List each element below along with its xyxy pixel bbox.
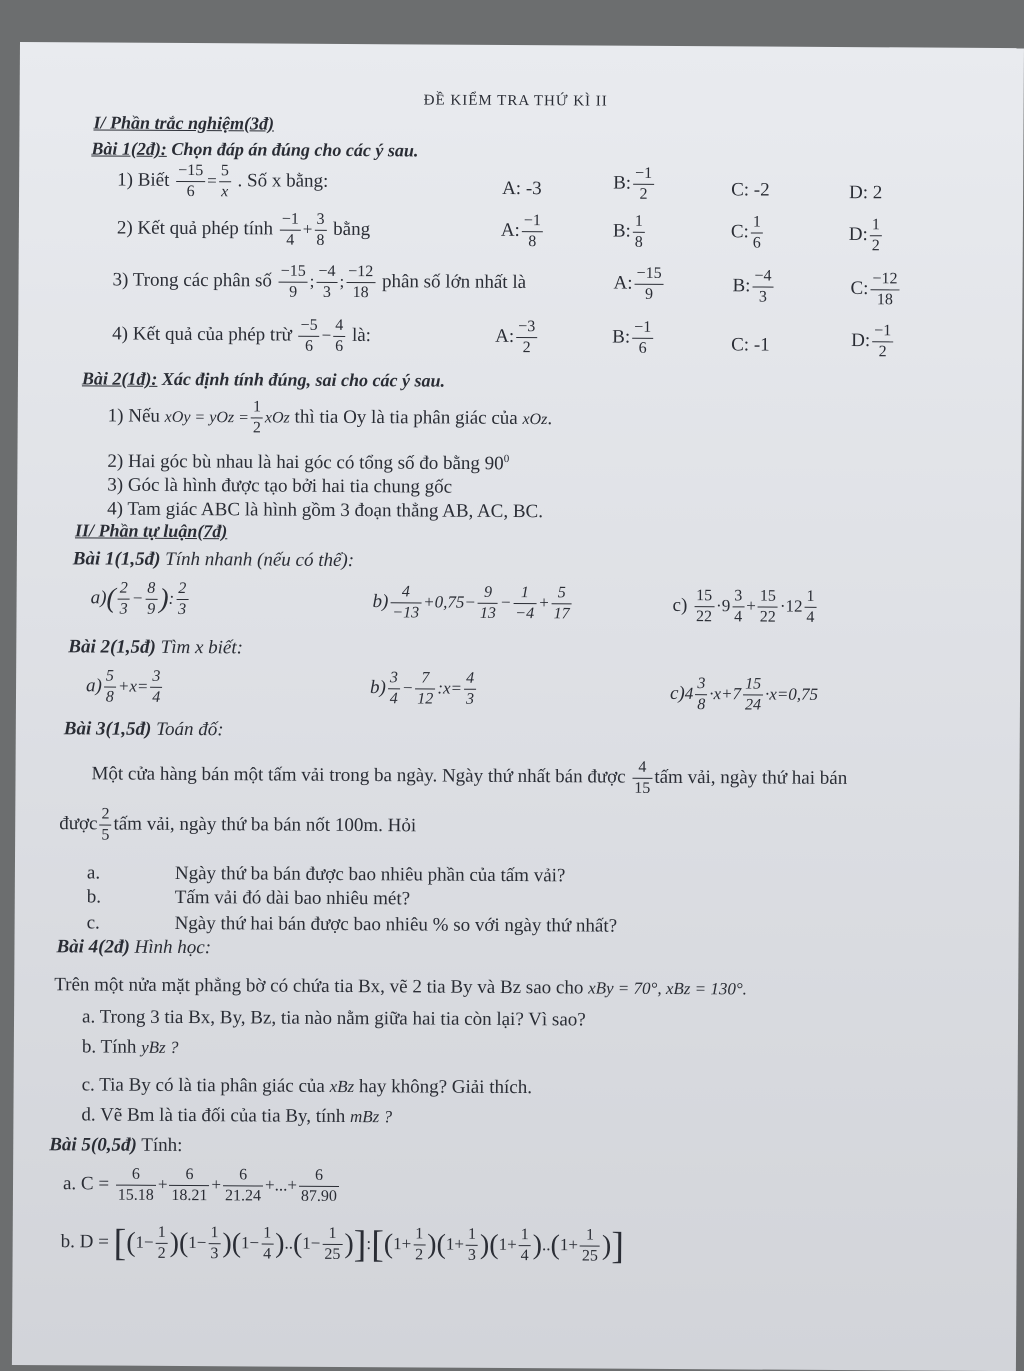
part2-heading: II/ Phần tự luận(7đ) (74, 520, 228, 542)
p2-bai5-header: Bài 5(0,5đ) Tính: (49, 1134, 183, 1157)
p1-bai1-instruction: Chọn đáp án đúng cho các ý sau. (171, 138, 419, 161)
bai5-expression-c: a. C = $\frac{6}{15.18}$ + $\frac{6}{18.21}$ + $\frac{6}{21.24}$ +...+ $\frac{6}{87.90}$ (63, 1164, 341, 1207)
bai4-statement: Trên một nửa mặt phẳng bờ có chứa tia Bx, vẽ 2 tia By và Bz sao cho xBy = 70°, xBz = 130°. (54, 974, 747, 999)
q3-option-c: C: $\frac{-12}{18}$ (850, 269, 901, 310)
bai3-item-b: Tấm vải đó dài bao nhiêu mét? (174, 886, 411, 910)
bai5-expression-d: b. D = [(1− $\frac{1}{2}$ )(1− $\frac{1}{3}$ )(1− $\frac{1}{4}$ )..(1− $\frac{1}{25}$ )]:[(1+ $\frac{1}{2}$ )(1+ $\frac{1}{3}$ )(1+ $\frac{1}{4}$ )..(1+ $\frac{1}{25}$ )] (60, 1222, 625, 1268)
bai3-item-b-key: b. (86, 886, 102, 908)
q2-option-a: A: $\frac{-1}{8}$ (501, 211, 545, 252)
p2-bai2-b: b) $\frac{3}{4}$ − $\frac{7}{12}$ :x= $\frac{4}{3}$ (370, 668, 478, 710)
exam-title: ĐỀ KIỂM TRA THỨ KÌ II (423, 92, 608, 110)
question-4: 4) Kết quả của phép trừ $\frac{-5}{6}$ − $\frac{4}{6}$ là: (112, 316, 372, 355)
p2-bai1-a: a)( $\frac{2}{3}$ − $\frac{8}{9}$ ): $\frac{2}{3}$ (90, 578, 190, 620)
q1-option-b: B: $\frac{-1}{2}$ (613, 164, 656, 205)
bai4-item-b: b. Tính yBz ? (81, 1036, 179, 1058)
q2-option-d: D: $\frac{1}{2}$ (849, 215, 884, 256)
bai4-item-d: d. Vẽ Bm là tia đối của tia By, tính mBz ? (81, 1104, 393, 1128)
q1-frac-2: $\frac{5}{x}$ (219, 161, 231, 202)
bai4-item-a: a. Trong 3 tia Bx, By, Bz, tia nào nằm giữa hai tia còn lại? Vì sao? (81, 1006, 586, 1031)
q4-option-a: A: $\frac{-3}{2}$ (495, 317, 539, 358)
bai4-item-c: c. Tia By có là tia phân giác của xBz hay không? Giải thích. (81, 1074, 533, 1099)
question-2: 2) Kết quả phép tính $\frac{-1}{4}$ + $\frac{3}{8}$ bằng (116, 210, 371, 249)
statement-2: 2) Hai góc bù nhau là hai góc có tổng số đo bằng $90^0$ (107, 450, 510, 475)
q1-option-c: C: -2 (731, 179, 770, 201)
bai3-item-c-key: c. (86, 912, 100, 934)
q2-option-c: C: $\frac{1}{6}$ (731, 212, 765, 253)
q3-option-b: B: $\frac{-4}{3}$ (732, 266, 775, 307)
p2-bai1-c: c) $\frac{15}{22}$ ·9 $\frac{3}{4}$ + $\frac{15}{22}$ ·12 $\frac{1}{4}$ (672, 586, 818, 628)
q1-suffix: . Số x bằng: (237, 170, 329, 192)
part1-heading: I/ Phần trắc nghiệm(3đ) (93, 112, 275, 134)
p1-bai2-header: Bài 2(1đ): Xác định tính đúng, sai cho các ý sau. (81, 368, 446, 391)
q4-option-d: D: $\frac{-1}{2}$ (851, 321, 895, 362)
bai3-item-c: Ngày thứ hai bán được bao nhiêu % so với ngày thứ nhất? (174, 912, 618, 937)
p1-bai1-label: Bài 1(2đ): (91, 138, 167, 159)
bai3-paragraph-line-1: Một cửa hàng bán một tấm vải trong ba ngày. Ngày thứ nhất bán được $\frac{4}{15}$ tấm vải, ngày thứ hai bán (91, 758, 848, 797)
p2-bai4-header: Bài 4(2đ) Hình học: (56, 936, 212, 959)
p1-bai1-header (91, 138, 418, 161)
q1-option-d: D: 2 (849, 182, 883, 204)
p2-bai2-header: Bài 2(1,5đ) Tìm x biết: (68, 636, 244, 659)
statement-1: 1) Nếu xOy = yOz = $\frac{1}{2}$ xOz thì tia Oy là tia phân giác của xOz. (107, 398, 553, 437)
bai3-paragraph-line-2: được $\frac{2}{5}$ tấm vải, ngày thứ ba bán nốt 100m. Hỏi (59, 805, 417, 844)
p2-bai1-header: Bài 1(1,5đ) Tính nhanh (nếu có thể): (72, 548, 355, 572)
statement-3: 3) Góc là hình được tạo bởi hai tia chung gốc (107, 474, 453, 498)
p2-bai1-b: b) $\frac{4}{-13}$ +0,75− $\frac{9}{13}$ − $\frac{1}{-4}$ + $\frac{5}{17}$ (372, 582, 573, 624)
bai3-item-a: Ngày thứ ba bán được bao nhiêu phần của tấm vải? (174, 862, 566, 887)
exam-sheet (12, 42, 1024, 1371)
q3-option-a: A: $\frac{-15}{9}$ (613, 264, 665, 305)
question-1: 1) Biết $\frac{-15}{6}$ = $\frac{5}{x}$ . Số x bằng: (117, 161, 328, 203)
q1-frac-1: $\frac{-15}{6}$ (176, 161, 205, 202)
statement-4: 4) Tam giác ABC là hình gồm 3 đoạn thẳng AB, AC, BC. (107, 498, 544, 523)
p2-bai2-a: a) $\frac{5}{8}$ +x= $\frac{3}{4}$ (86, 666, 165, 707)
question-3: 3) Trong các phân số $\frac{-15}{9}$ ; $\frac{-4}{3}$ ; $\frac{-12}{18}$ phân số lớn nhất là (112, 262, 527, 302)
q1-option-a: A: -3 (502, 177, 542, 200)
p2-bai3-header: Bài 3(1,5đ) Toán đố: (63, 718, 224, 741)
q2-option-b: B: $\frac{1}{8}$ (613, 212, 647, 253)
bai3-item-a-key: a. (86, 862, 101, 884)
q4-option-c: C: -1 (731, 334, 770, 356)
p2-bai2-c: c)4 $\frac{3}{8}$ ·x+7 $\frac{15}{24}$ ·x=0,75 (669, 675, 819, 714)
q4-option-b: B: $\frac{-1}{6}$ (612, 318, 655, 359)
q1-prefix: 1) Biết (117, 169, 170, 191)
